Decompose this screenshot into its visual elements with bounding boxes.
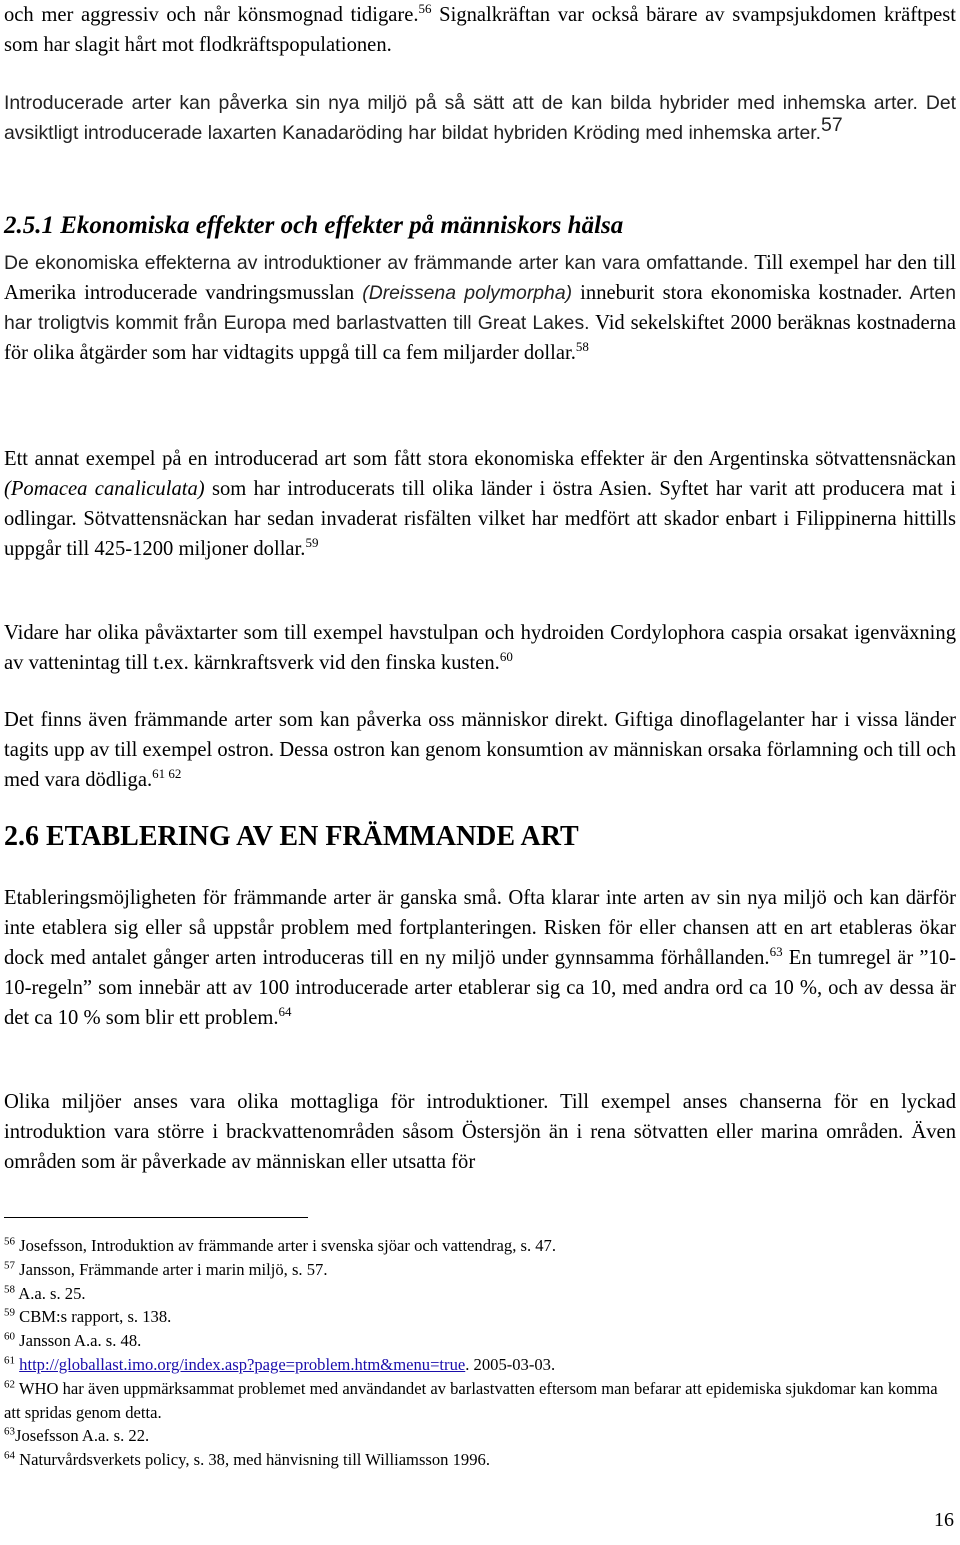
footnote-text: WHO har även uppmärksammat problemet med användandet av barlastvatten eftersom man befarar att epidemiska sjukdomar kan komma att spridas genom detta.: [4, 1378, 938, 1422]
paragraph-dinoflagelanter: [4, 705, 956, 795]
footnote-number: 62: [4, 1378, 15, 1391]
footnote-ref: 63: [769, 944, 783, 960]
species-name: (Dreissena polymorpha): [362, 282, 573, 304]
paragraph-ekonomiska: [4, 248, 956, 368]
footnote: [4, 1377, 956, 1425]
paragraph-text: Vid sekelskiftet 2000 beräknas kostnaderna för olika åtgärder som har vidtagits uppgå till ca fem miljarder dollar.: [4, 312, 956, 364]
footnote-text: A.a. s. 25.: [15, 1283, 86, 1303]
paragraph-text: Signalkräftan var också bärare av svampsjukdomen kräftpest som har slagit hårt mot flodkräftspopulationen.: [4, 4, 957, 56]
section-heading-2-5-1: [4, 211, 956, 241]
section-heading-2-6: [4, 822, 956, 852]
species-name: (Pomacea canaliculata): [4, 478, 205, 500]
paragraph-snacka: [4, 444, 956, 564]
footnote-text: Jansson A.a. s. 48.: [15, 1331, 142, 1351]
footnote: [4, 1448, 956, 1472]
footnote: [4, 1258, 956, 1282]
paragraph-text: En tumregel är ”10-10-regeln” som innebär att av 100 introducerade arter etablerar sig ca 10, med andra ord ca 10 %, och av dessa är det ca 10 % som blir ett problem.: [4, 947, 956, 1029]
paragraph-text: Olika miljöer anses vara olika mottagliga för introduktioner. Till exempel anses chanserna för en lyckad introduktion vara större i brackvattenområden såsom Östersjön än i rena sötvatten eller marina områden. Även områden som är påverkade av människan eller utsatta för: [4, 1091, 956, 1173]
footnote-ref: 60: [499, 649, 513, 665]
footnote-text: . 2005-03-03.: [465, 1354, 556, 1374]
paragraph-text: Till exempel har den till Amerika introducerade vandringsmusslan: [4, 252, 957, 304]
footnote-number: 60: [4, 1330, 15, 1343]
footnote-ref: 64: [278, 1004, 292, 1020]
paragraph-kraftpest: [4, 0, 956, 60]
footnote-separator: [4, 1217, 308, 1218]
footnote-text: Naturvårdsverkets policy, s. 38, med hänvisning till Williamsson 1996.: [15, 1450, 490, 1470]
paragraph-text: Det avsiktligt introducerade laxarten Kanadaröding har bildat hybriden Kröding med inhemska arter.: [4, 92, 956, 144]
section-heading: 2.5.1 Ekonomiska effekter och effekter på människors hälsa: [4, 212, 624, 239]
footnote-number: 59: [4, 1306, 15, 1319]
footnote-ref: 61 62: [152, 766, 182, 782]
paragraph-text: Arten har troligtvis kommit från Europa med barlastvatten till Great Lakes.: [4, 282, 957, 334]
footnote-text: Josefsson, Introduktion av främmande arter i svenska sjöar och vattendrag, s. 47.: [15, 1236, 556, 1255]
footnote-ref: 59: [305, 535, 319, 551]
paragraph-text: Det finns även främmande arter som kan påverka oss människor direkt. Giftiga dinoflagelanter har i vissa länder tagits upp av till exempel ostron. Dessa ostron kan genom konsumtion av människan orsaka förlamning och till och med vara dödliga.: [4, 709, 956, 791]
paragraph-text: De ekonomiska effekterna av introduktioner av främmande arter kan vara omfattande.: [4, 252, 749, 274]
footnotes: [4, 1234, 956, 1472]
footnote-link[interactable]: http://globallast.imo.org/index.asp?page=problem.htm&menu=true: [19, 1354, 466, 1374]
footnote-number: 58: [4, 1283, 15, 1296]
footnote-text: CBM:s rapport, s. 138.: [15, 1307, 172, 1327]
footnote: [4, 1353, 956, 1377]
section-heading: 2.6 ETABLERING AV EN FRÄMMANDE ART: [4, 821, 579, 852]
paragraph-text: som har introducerats till olika länder i östra Asien. Syftet har varit att producera mat i odlingar. Sötvattensnäckan har sedan invaderat risfälten vilket har medfört att skador enbart i Filippinerna hittills uppgår till 425-1200 miljoner dollar.: [4, 478, 957, 560]
paragraph-text: och mer aggressiv och når könsmognad tidigare.: [4, 4, 419, 26]
footnote: [4, 1234, 956, 1258]
footnote: [4, 1329, 956, 1353]
paragraph-text: Vidare har olika påväxtarter som till exempel havstulpan och hydroiden Cordylophora caspia orsakat igenväxning av vattenintag till t.ex. kärnkraftsverk vid den finska kusten.: [4, 622, 956, 674]
footnote-number: 56: [4, 1235, 15, 1248]
page-number: 16: [934, 1509, 954, 1531]
footnote: [4, 1424, 956, 1448]
footnote-number: 63: [4, 1425, 15, 1438]
paragraph-text: Ett annat exempel på en introducerad art som fått stora ekonomiska effekter är den Argentinska sötvattensnäckan: [4, 448, 956, 470]
footnote: [4, 1282, 956, 1306]
paragraph-etablering: [4, 883, 956, 1033]
footnote-number: 57: [4, 1259, 15, 1272]
footnote-number: 61: [4, 1354, 15, 1367]
footnote-text: Jansson, Främmande arter i marin miljö, s. 57.: [15, 1259, 328, 1279]
footnote: [4, 1305, 956, 1329]
paragraph-text: Introducerade arter kan påverka sin nya miljö på så sätt att de kan bilda hybrider med inhemska arter.: [4, 92, 918, 114]
footnote-number: 64: [4, 1449, 15, 1462]
paragraph-pavaxtarter: [4, 618, 956, 678]
paragraph-text: inneburit stora ekonomiska kostnader.: [572, 282, 903, 304]
footnote-ref: 57: [821, 114, 843, 137]
footnote-ref: 58: [575, 339, 589, 355]
paragraph-hybrider: [4, 88, 956, 148]
footnote-ref: 56: [418, 1, 432, 17]
footnote-text: Josefsson A.a. s. 22.: [15, 1426, 150, 1446]
paragraph-text: Etableringsmöjligheten för främmande arter är ganska små. Ofta klarar inte arten av sin nya miljö och kan därför inte etablera sig eller så uppstår problem med fortplanteringen. Risken för eller chansen att en art etableras ökar dock med antalet gånger arten introduceras till en ny miljö under gynnsamma förhållanden.: [4, 887, 956, 969]
paragraph-miljoer: [4, 1087, 956, 1177]
